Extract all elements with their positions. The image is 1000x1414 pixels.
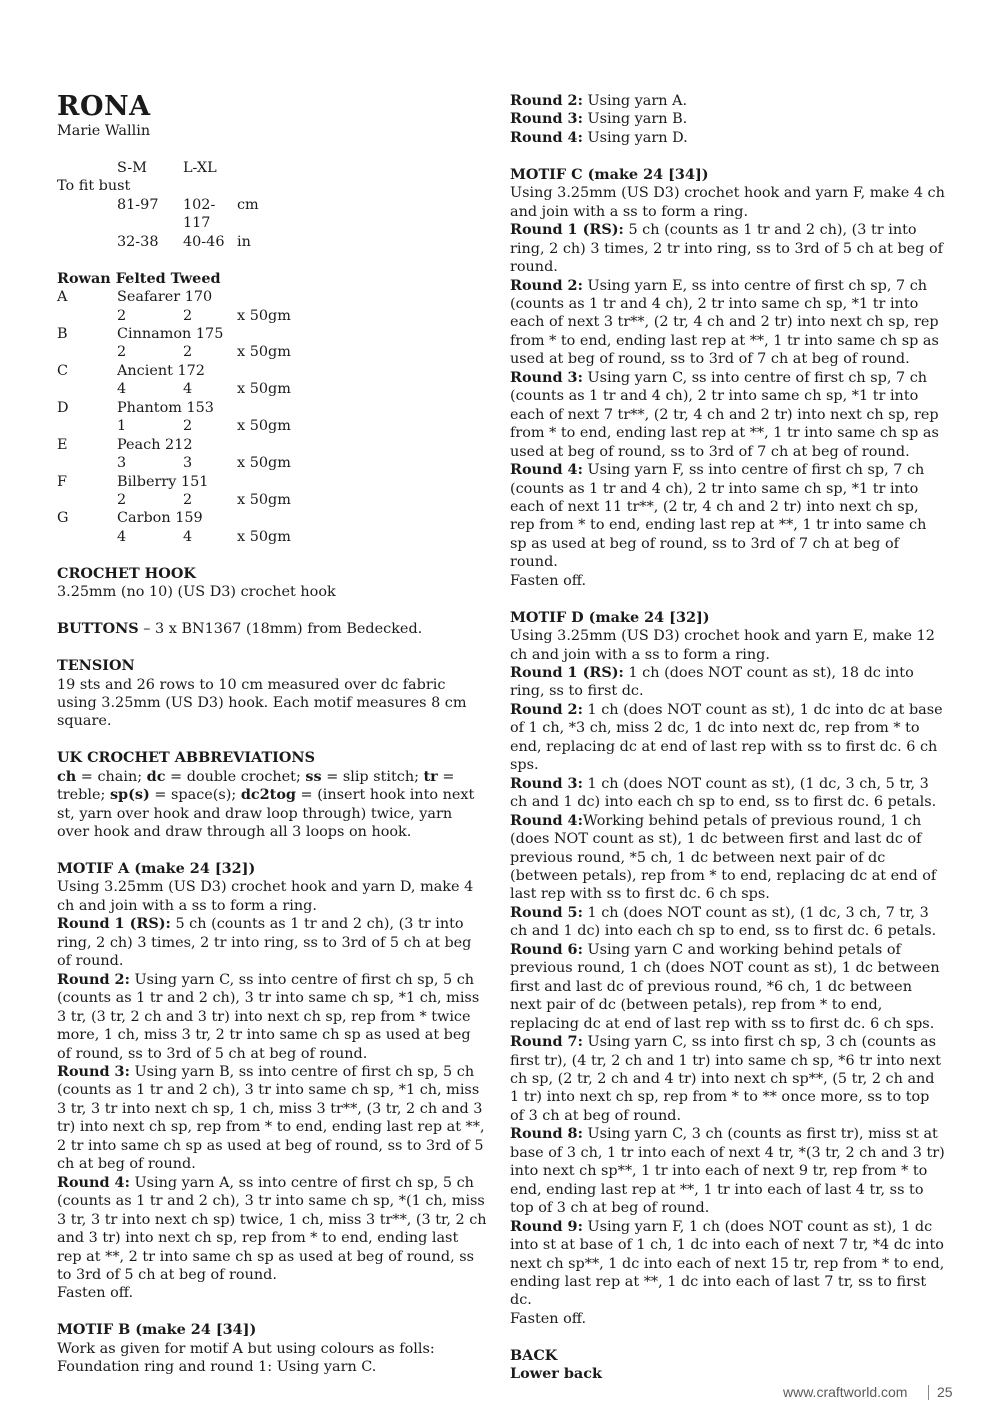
motif-a-heading: MOTIF A (make 24 [32]) [57, 860, 256, 878]
yarn-row [57, 509, 291, 527]
round-label: Round 3: [510, 774, 583, 792]
yarn-qty-sm: 3 [117, 455, 127, 472]
back-heading: BACK [510, 1346, 558, 1364]
abbrev-term: ch [57, 767, 77, 785]
footer-divider [928, 1385, 929, 1400]
yarn-unit: x 50gm [237, 381, 291, 398]
round-text: 1 ch (does NOT count as st), 18 dc into ring, ss to first dc. [510, 665, 914, 700]
round-instruction [57, 1063, 487, 1174]
size-label: S-M [117, 159, 147, 176]
round-text: Using yarn C, ss into first ch sp, 3 ch (counts as first tr), (4 tr, 2 ch and 1 tr) into same ch sp, *6 tr into next ch sp, (2 tr, 2 ch and 4 tr) into next ch sp**, (5 tr, 2 ch and 1 tr) into next ch sp, rep from * to ** once more, ss to top of 3 ch at beg of round. [510, 1034, 942, 1124]
round-text: Working behind petals of previous round, 1 ch (does NOT count as st), 1 dc between first and last dc of previous round, *5 ch, 1 dc between next pair of dc (between petals), rep from * to end, replacing dc at end of last rep with ss to first dc. 6 ch sps. [510, 812, 937, 903]
yarn-shade: Seafarer 170 [117, 289, 213, 306]
round-text: Using yarn A, ss into centre of first ch sp, 5 ch (counts as 1 tr and 2 ch), 3 tr into same ch sp, *(1 ch, miss 3 tr, 3 tr into next ch sp) twice, 1 ch, miss 3 tr**, (3 tr, 2 ch and 3 tr) into next ch sp, rep from * to end, ending last rep at **, 2 tr into same ch sp as used at beg of round, ss to 3rd of 5 ch at beg of round. [57, 1174, 487, 1283]
abbrev-def: = treble; [57, 768, 455, 804]
round-instruction [510, 129, 945, 147]
yarn-qty-sm: 1 [117, 418, 127, 435]
yarn-qty-lxl: 2 [183, 418, 193, 435]
motif-d-heading: MOTIF D (make 24 [32]) [510, 608, 710, 626]
round-instruction [57, 1174, 487, 1285]
round-text: Using yarn C and working behind petals of previous round, 1 ch (does NOT count as st), 1 dc between first and last dc of previous round, *6 ch, 1 dc between next pair of dc (between petals), rep from * to end, replacing dc at end of last rep with ss to first dc. 6 ch sps. [510, 941, 940, 1032]
size-table [57, 159, 259, 251]
yarn-row [57, 399, 291, 417]
round-text: Using yarn B, ss into centre of first ch sp, 5 ch (counts as 1 tr and 2 ch), 3 tr into same ch sp, *1 ch, miss 3 tr, 3 tr into next ch sp, 1 ch, miss 3 tr**, (3 tr, 2 ch and 3 tr) into next ch sp, rep from * to end, ending last rep at **, 2 tr into same ch sp as used at beg of round, ss to 3rd of 5 ch at beg of round. [57, 1064, 485, 1173]
yarn-qty-lxl: 4 [183, 528, 193, 545]
round-label: Round 3: [510, 110, 583, 128]
to-fit-label: To fit bust [57, 178, 131, 195]
yarn-letter: E [57, 436, 68, 453]
designer-name: Marie Wallin [57, 123, 151, 139]
yarn-letter: B [57, 325, 68, 342]
buttons-label: BUTTONS [57, 620, 139, 638]
yarn-unit: x 50gm [237, 344, 291, 361]
yarn-letter: C [57, 362, 69, 379]
hook-heading: CROCHET HOOK [57, 564, 196, 582]
round-text: Using yarn F, ss into centre of first ch sp, 7 ch (counts as 1 tr and 4 ch), 2 tr into same ch sp, *1 tr into each of next 11 tr**, (2 tr, 4 ch and 2 tr) into next ch sp, rep from * to end, ending last rep at **, 1 tr into same ch sp as used at beg of round, ss to 3rd of 7 ch at beg of round. [510, 462, 927, 571]
round-instruction [510, 904, 945, 941]
yarn-qty-sm: 2 [117, 344, 127, 361]
yarn-quantity-row [57, 380, 291, 398]
round-text: Using yarn C, 3 ch (counts as first tr), miss st at base of 3 ch, 1 tr into each of next 4 tr, *(3 tr, 2 ch and 3 tr) into next ch sp**, 1 tr into each of next 9 tr, rep from * to end, ending last rep at **, 1 tr into each of last 4 tr, ss to top of 3 ch at beg of round. [510, 1126, 945, 1217]
round-instruction [510, 1218, 945, 1310]
round-text: Using yarn A. [582, 93, 688, 109]
round-instruction [510, 1125, 945, 1217]
yarn-unit: x 50gm [237, 528, 291, 545]
yarn-letter: D [57, 399, 69, 416]
yarn-quantity-row [57, 417, 291, 435]
round-label: Round 1 (RS): [57, 915, 171, 933]
tension-heading: TENSION [57, 657, 135, 675]
yarn-shade: Peach 212 [117, 436, 193, 453]
yarn-letter: G [57, 510, 69, 527]
abbrev-def: = slip stitch; [321, 768, 424, 785]
round-instruction [510, 92, 945, 110]
round-instruction [57, 915, 487, 970]
yarn-unit: x 50gm [237, 492, 291, 509]
round-instruction [510, 221, 945, 276]
abbrev-text [57, 768, 487, 842]
footer-website: www.craftworld.com [783, 1384, 908, 1400]
yarn-table [57, 288, 291, 546]
hook-text: 3.25mm (no 10) (US D3) crochet hook [57, 584, 336, 601]
yarn-shade: Bilberry 151 [117, 473, 209, 490]
motif-b-intro: Work as given for motif A but using colours as folls: Foundation ring and round 1: Using yarn C. [57, 1340, 435, 1376]
size-cm: 81-97 [117, 196, 159, 213]
round-text: Using yarn C, ss into centre of first ch sp, 7 ch (counts as 1 tr and 4 ch), 2 tr into same ch sp, *1 tr into each of next 7 tr**, (2 tr, 4 ch and 2 tr) into next ch sp, rep from * to end, ending last rep at **, 1 tr into same ch sp as used at beg of round, ss to 3rd of 7 ch at beg of round. [510, 369, 939, 460]
yarn-quantity-row [57, 454, 291, 472]
round-instruction [510, 775, 945, 812]
yarn-qty-sm: 2 [117, 492, 127, 509]
round-label: Round 4: [510, 128, 583, 146]
round-label: Round 2: [510, 700, 583, 718]
abbrev-term: ss [305, 767, 322, 785]
yarn-quantity-row [57, 307, 291, 325]
round-instruction [510, 701, 945, 775]
page-number: 25 [937, 1384, 953, 1400]
unit-cm: cm [237, 196, 259, 213]
size-in: 40-46 [183, 233, 225, 250]
motif-c-intro: Using 3.25mm (US D3) crochet hook and yarn F, make 4 ch and join with a ss to form a ring. [510, 185, 945, 220]
abbrev-def: = double crochet; [165, 768, 306, 785]
round-instruction [510, 1033, 945, 1125]
motif-b-rounds [510, 92, 945, 147]
round-instruction [510, 941, 945, 1033]
round-text: Using yarn D. [582, 129, 688, 146]
round-text: Using yarn F, 1 ch (does NOT count as st), 1 dc into st at base of 1 ch, 1 dc into each of next 7 tr, *4 dc into next ch sp**, 1 dc into each of next 15 tr, rep from * to end, ending last rep at **, 1 dc into each of last 7 tr, ss to first dc. [510, 1218, 945, 1309]
round-text: 1 ch (does NOT count as st), (1 dc, 3 ch, 7 tr, 3 ch and 1 dc) into each ch sp to end, ss to first dc. 6 petals. [510, 904, 937, 940]
motif-a-end: Fasten off. [57, 1285, 134, 1302]
yarn-row [57, 288, 291, 306]
round-instruction [510, 664, 945, 701]
abbrev-term: dc [146, 767, 166, 785]
yarn-qty-lxl: 4 [183, 381, 193, 398]
round-text: 1 ch (does NOT count as st), (1 dc, 3 ch, 5 tr, 3 ch and 1 dc) into each ch sp to end, ss to first dc. 6 petals. [510, 775, 937, 811]
round-text: Using yarn E, ss into centre of first ch sp, 7 ch (counts as 1 tr and 4 ch), 2 tr into same ch sp, *1 tr into each of next 3 tr**, (2 tr, 4 ch and 2 tr) into next ch sp, rep from * to end, ending last rep at **, 1 tr into same ch sp as used at beg of round, ss to 3rd of 7 ch at beg of round. [510, 277, 939, 368]
abbrev-def: = (insert hook into next st, yarn over hook and draw loop through) twice, yarn over hook and draw through all 3 loops on hook. [57, 787, 475, 841]
round-instruction [510, 369, 945, 461]
yarn-quantity-row [57, 491, 291, 509]
round-instruction [510, 110, 945, 128]
right-column [510, 92, 945, 1384]
abbrev-term: sp(s) [109, 786, 150, 804]
round-label: Round 5: [510, 903, 583, 921]
round-label: Round 2: [57, 970, 130, 988]
abbrev-term: tr [423, 767, 438, 785]
round-label: Round 1 (RS): [510, 221, 624, 239]
round-text: 5 ch (counts as 1 tr and 2 ch), (3 tr into ring, 2 ch) 3 times, 2 tr into ring, ss to 3rd of 5 ch at beg of round. [510, 222, 943, 276]
yarn-quantity-row [57, 528, 291, 546]
motif-d-rounds [510, 664, 945, 1310]
abbrev-def: = space(s); [149, 787, 241, 804]
yarn-row [57, 436, 291, 454]
yarn-shade: Carbon 159 [117, 510, 203, 527]
yarn-qty-lxl: 2 [183, 492, 193, 509]
motif-a-rounds [57, 915, 487, 1284]
yarn-letter: A [57, 289, 68, 306]
size-in: 32-38 [117, 233, 159, 250]
yarn-qty-sm: 4 [117, 381, 127, 398]
round-label: Round 9: [510, 1217, 583, 1235]
size-cm: 102-117 [183, 196, 216, 232]
size-label: L-XL [183, 159, 217, 176]
abbrev-heading: UK CROCHET ABBREVIATIONS [57, 749, 315, 767]
round-label: Round 7: [510, 1033, 583, 1051]
yarn-quantity-row [57, 343, 291, 361]
yarn-qty-sm: 4 [117, 528, 127, 545]
round-label: Round 4: [510, 811, 583, 829]
motif-d-intro: Using 3.25mm (US D3) crochet hook and yarn E, make 12 ch and join with a ss to form a ring. [510, 628, 935, 663]
pattern-title: RONA [57, 91, 151, 122]
buttons-text: – 3 x BN1367 (18mm) from Bedecked. [138, 621, 423, 638]
motif-a-intro: Using 3.25mm (US D3) crochet hook and yarn D, make 4 ch and join with a ss to form a ring. [57, 879, 474, 914]
round-label: Round 2: [510, 276, 583, 294]
motif-c-end: Fasten off. [510, 572, 587, 589]
buttons-line [57, 620, 487, 638]
round-instruction [57, 971, 487, 1063]
motif-c-rounds [510, 221, 945, 572]
yarn-row [57, 325, 291, 343]
round-instruction [510, 812, 945, 904]
round-text: Using yarn B. [582, 111, 688, 128]
round-label: Round 3: [57, 1063, 130, 1080]
yarn-row [57, 473, 291, 491]
back-subheading: Lower back [510, 1365, 602, 1383]
round-label: Round 4: [510, 461, 583, 479]
motif-b-heading: MOTIF B (make 24 [34]) [57, 1321, 257, 1339]
yarn-unit: x 50gm [237, 307, 291, 324]
round-text: 1 ch (does NOT count as st), 1 dc into dc at base of 1 ch, *3 ch, miss 2 dc, 1 dc into next dc, rep from * to end, replacing dc at end of last rep with ss to first dc. 6 ch sps. [510, 701, 943, 774]
round-label: Round 2: [510, 92, 583, 109]
yarn-qty-lxl: 2 [183, 307, 193, 324]
round-text: 5 ch (counts as 1 tr and 2 ch), (3 tr into ring, 2 ch) 3 times, 2 tr into ring, ss to 3rd of 5 ch at beg of round. [57, 916, 472, 970]
motif-c-heading: MOTIF C (make 24 [34]) [510, 165, 709, 183]
round-text: Using yarn C, ss into centre of first ch sp, 5 ch (counts as 1 tr and 2 ch), 3 tr into same ch sp, *1 ch, miss 3 tr, (3 tr, 2 ch and 3 tr) into next ch sp, rep from * twice more, 1 ch, miss 3 tr, 2 tr into same ch sp as used at beg of round, ss to 3rd of 5 ch at beg of round. [57, 971, 480, 1062]
round-label: Round 8: [510, 1125, 583, 1143]
yarn-qty-lxl: 3 [183, 455, 193, 472]
yarn-shade: Ancient 172 [117, 362, 205, 379]
yarn-shade: Cinnamon 175 [117, 325, 224, 342]
left-column [57, 92, 487, 1377]
abbrev-term: dc2tog [240, 786, 296, 804]
yarn-unit: x 50gm [237, 455, 291, 472]
yarn-shade: Phantom 153 [117, 399, 214, 416]
yarn-heading: Rowan Felted Tweed [57, 269, 221, 287]
tension-text: 19 sts and 26 rows to 10 cm measured over dc fabric using 3.25mm (US D3) hook. Each motif measures 8 cm square. [57, 676, 467, 730]
round-instruction [510, 277, 945, 369]
round-label: Round 6: [510, 940, 583, 958]
yarn-unit: x 50gm [237, 418, 291, 435]
abbrev-def: = chain; [76, 768, 147, 785]
yarn-qty-lxl: 2 [183, 344, 193, 361]
round-label: Round 4: [57, 1173, 130, 1191]
motif-d-end: Fasten off. [510, 1310, 587, 1327]
round-instruction [510, 461, 945, 572]
round-label: Round 3: [510, 368, 583, 386]
yarn-row [57, 362, 291, 380]
round-label: Round 1 (RS): [510, 664, 624, 682]
yarn-qty-sm: 2 [117, 307, 127, 324]
unit-in: in [237, 233, 251, 250]
yarn-letter: F [57, 473, 67, 490]
